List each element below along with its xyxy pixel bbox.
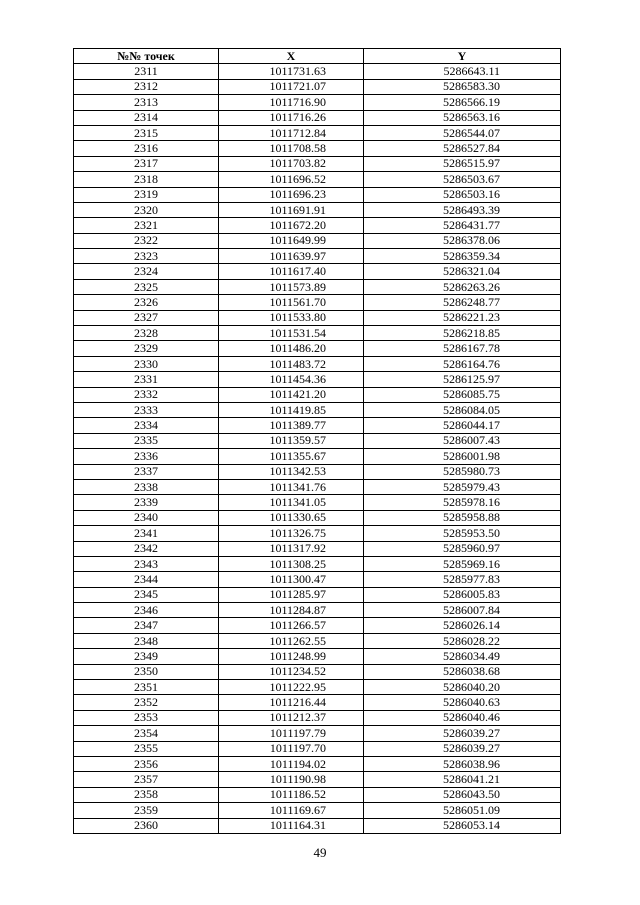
x-coordinate-cell: 1011359.57	[219, 433, 364, 448]
point-number-cell: 2313	[74, 95, 219, 110]
y-coordinate-cell: 5286493.39	[364, 202, 561, 217]
x-coordinate-cell: 1011708.58	[219, 141, 364, 156]
x-coordinate-cell: 1011421.20	[219, 387, 364, 402]
x-coordinate-cell: 1011454.36	[219, 372, 364, 387]
x-coordinate-cell: 1011169.67	[219, 803, 364, 818]
table-row	[74, 141, 561, 156]
table-row	[74, 449, 561, 464]
point-number-cell: 2354	[74, 726, 219, 741]
table-row	[74, 249, 561, 264]
y-coordinate-cell: 5286359.34	[364, 249, 561, 264]
y-coordinate-cell: 5286263.26	[364, 279, 561, 294]
table-row	[74, 372, 561, 387]
point-number-cell: 2338	[74, 479, 219, 494]
point-number-cell: 2350	[74, 664, 219, 679]
y-coordinate-cell: 5286431.77	[364, 218, 561, 233]
point-number-cell: 2327	[74, 310, 219, 325]
point-number-cell: 2342	[74, 541, 219, 556]
y-coordinate-cell: 5286043.50	[364, 787, 561, 802]
x-coordinate-cell: 1011703.82	[219, 156, 364, 171]
point-number-cell: 2326	[74, 295, 219, 310]
table-row	[74, 556, 561, 571]
table-row	[74, 495, 561, 510]
point-number-cell: 2325	[74, 279, 219, 294]
point-number-cell: 2348	[74, 633, 219, 648]
y-coordinate-cell: 5286040.46	[364, 710, 561, 725]
y-coordinate-cell: 5286321.04	[364, 264, 561, 279]
y-coordinate-cell: 5286167.78	[364, 341, 561, 356]
y-coordinate-cell: 5286001.98	[364, 449, 561, 464]
table-row	[74, 356, 561, 371]
table-row	[74, 664, 561, 679]
point-number-cell: 2335	[74, 433, 219, 448]
x-coordinate-cell: 1011317.92	[219, 541, 364, 556]
y-coordinate-cell: 5286583.30	[364, 79, 561, 94]
table-row	[74, 510, 561, 525]
table-row	[74, 726, 561, 741]
y-coordinate-cell: 5285969.16	[364, 556, 561, 571]
x-coordinate-cell: 1011721.07	[219, 79, 364, 94]
point-number-cell: 2334	[74, 418, 219, 433]
x-coordinate-cell: 1011300.47	[219, 572, 364, 587]
table-row	[74, 187, 561, 202]
point-number-cell: 2344	[74, 572, 219, 587]
table-row	[74, 633, 561, 648]
table-row	[74, 741, 561, 756]
header-point-number: №№ точек	[74, 49, 219, 64]
y-coordinate-cell: 5286378.06	[364, 233, 561, 248]
point-number-cell: 2315	[74, 125, 219, 140]
y-coordinate-cell: 5285953.50	[364, 526, 561, 541]
y-coordinate-cell: 5285977.83	[364, 572, 561, 587]
x-coordinate-cell: 1011284.87	[219, 603, 364, 618]
table-row	[74, 541, 561, 556]
y-coordinate-cell: 5285960.97	[364, 541, 561, 556]
x-coordinate-cell: 1011649.99	[219, 233, 364, 248]
point-number-cell: 2320	[74, 202, 219, 217]
y-coordinate-cell: 5286221.23	[364, 310, 561, 325]
point-number-cell: 2333	[74, 402, 219, 417]
table-row	[74, 310, 561, 325]
point-number-cell: 2358	[74, 787, 219, 802]
y-coordinate-cell: 5286503.67	[364, 172, 561, 187]
x-coordinate-cell: 1011234.52	[219, 664, 364, 679]
y-coordinate-cell: 5286248.77	[364, 295, 561, 310]
x-coordinate-cell: 1011285.97	[219, 587, 364, 602]
point-number-cell: 2316	[74, 141, 219, 156]
x-coordinate-cell: 1011341.76	[219, 479, 364, 494]
table-row	[74, 402, 561, 417]
table-row	[74, 772, 561, 787]
point-number-cell: 2317	[74, 156, 219, 171]
x-coordinate-cell: 1011573.89	[219, 279, 364, 294]
table-row	[74, 787, 561, 802]
point-number-cell: 2323	[74, 249, 219, 264]
x-coordinate-cell: 1011190.98	[219, 772, 364, 787]
y-coordinate-cell: 5286026.14	[364, 618, 561, 633]
y-coordinate-cell: 5286039.27	[364, 741, 561, 756]
x-coordinate-cell: 1011326.75	[219, 526, 364, 541]
x-coordinate-cell: 1011389.77	[219, 418, 364, 433]
x-coordinate-cell: 1011197.79	[219, 726, 364, 741]
table-row	[74, 418, 561, 433]
x-coordinate-cell: 1011691.91	[219, 202, 364, 217]
table-row	[74, 233, 561, 248]
table-row	[74, 110, 561, 125]
point-number-cell: 2339	[74, 495, 219, 510]
point-number-cell: 2318	[74, 172, 219, 187]
coordinates-table	[73, 48, 561, 834]
point-number-cell: 2346	[74, 603, 219, 618]
y-coordinate-cell: 5286040.20	[364, 680, 561, 695]
x-coordinate-cell: 1011262.55	[219, 633, 364, 648]
x-coordinate-cell: 1011696.23	[219, 187, 364, 202]
y-coordinate-cell: 5286544.07	[364, 125, 561, 140]
table-row	[74, 649, 561, 664]
table-row	[74, 756, 561, 771]
y-coordinate-cell: 5286051.09	[364, 803, 561, 818]
y-coordinate-cell: 5285958.88	[364, 510, 561, 525]
table-row	[74, 264, 561, 279]
x-coordinate-cell: 1011308.25	[219, 556, 364, 571]
point-number-cell: 2356	[74, 756, 219, 771]
table-row	[74, 218, 561, 233]
point-number-cell: 2347	[74, 618, 219, 633]
header-y: Y	[364, 49, 561, 64]
x-coordinate-cell: 1011355.67	[219, 449, 364, 464]
table-row	[74, 572, 561, 587]
table-row	[74, 526, 561, 541]
x-coordinate-cell: 1011716.26	[219, 110, 364, 125]
x-coordinate-cell: 1011194.02	[219, 756, 364, 771]
x-coordinate-cell: 1011716.90	[219, 95, 364, 110]
x-coordinate-cell: 1011341.05	[219, 495, 364, 510]
table-row	[74, 680, 561, 695]
header-x: X	[219, 49, 364, 64]
point-number-cell: 2345	[74, 587, 219, 602]
table-row	[74, 279, 561, 294]
point-number-cell: 2321	[74, 218, 219, 233]
table-row	[74, 818, 561, 833]
point-number-cell: 2329	[74, 341, 219, 356]
y-coordinate-cell: 5286038.68	[364, 664, 561, 679]
x-coordinate-cell: 1011216.44	[219, 695, 364, 710]
x-coordinate-cell: 1011164.31	[219, 818, 364, 833]
x-coordinate-cell: 1011696.52	[219, 172, 364, 187]
point-number-cell: 2357	[74, 772, 219, 787]
point-number-cell: 2312	[74, 79, 219, 94]
table-row	[74, 695, 561, 710]
point-number-cell: 2314	[74, 110, 219, 125]
x-coordinate-cell: 1011483.72	[219, 356, 364, 371]
table-row	[74, 156, 561, 171]
table-row	[74, 464, 561, 479]
x-coordinate-cell: 1011531.54	[219, 326, 364, 341]
point-number-cell: 2355	[74, 741, 219, 756]
y-coordinate-cell: 5286566.19	[364, 95, 561, 110]
point-number-cell: 2324	[74, 264, 219, 279]
table-row	[74, 172, 561, 187]
x-coordinate-cell: 1011197.70	[219, 741, 364, 756]
table-body	[74, 64, 561, 834]
table-row	[74, 710, 561, 725]
point-number-cell: 2331	[74, 372, 219, 387]
y-coordinate-cell: 5286005.83	[364, 587, 561, 602]
table-row	[74, 803, 561, 818]
table-row	[74, 479, 561, 494]
table-row	[74, 603, 561, 618]
point-number-cell: 2311	[74, 64, 219, 79]
x-coordinate-cell: 1011672.20	[219, 218, 364, 233]
x-coordinate-cell: 1011731.63	[219, 64, 364, 79]
point-number-cell: 2349	[74, 649, 219, 664]
point-number-cell: 2319	[74, 187, 219, 202]
point-number-cell: 2360	[74, 818, 219, 833]
y-coordinate-cell: 5286034.49	[364, 649, 561, 664]
header-row	[74, 49, 561, 64]
table-row	[74, 341, 561, 356]
point-number-cell: 2340	[74, 510, 219, 525]
x-coordinate-cell: 1011186.52	[219, 787, 364, 802]
point-number-cell: 2322	[74, 233, 219, 248]
point-number-cell: 2330	[74, 356, 219, 371]
table-row	[74, 587, 561, 602]
y-coordinate-cell: 5285980.73	[364, 464, 561, 479]
y-coordinate-cell: 5286527.84	[364, 141, 561, 156]
x-coordinate-cell: 1011222.95	[219, 680, 364, 695]
table-row	[74, 618, 561, 633]
table-row	[74, 326, 561, 341]
y-coordinate-cell: 5286164.76	[364, 356, 561, 371]
y-coordinate-cell: 5286125.97	[364, 372, 561, 387]
y-coordinate-cell: 5286503.16	[364, 187, 561, 202]
point-number-cell: 2337	[74, 464, 219, 479]
table-row	[74, 433, 561, 448]
point-number-cell: 2359	[74, 803, 219, 818]
table-row	[74, 125, 561, 140]
x-coordinate-cell: 1011248.99	[219, 649, 364, 664]
y-coordinate-cell: 5286038.96	[364, 756, 561, 771]
y-coordinate-cell: 5286007.84	[364, 603, 561, 618]
x-coordinate-cell: 1011712.84	[219, 125, 364, 140]
y-coordinate-cell: 5285979.43	[364, 479, 561, 494]
x-coordinate-cell: 1011266.57	[219, 618, 364, 633]
x-coordinate-cell: 1011533.80	[219, 310, 364, 325]
y-coordinate-cell: 5286563.16	[364, 110, 561, 125]
point-number-cell: 2353	[74, 710, 219, 725]
table-row	[74, 387, 561, 402]
y-coordinate-cell: 5286039.27	[364, 726, 561, 741]
y-coordinate-cell: 5286053.14	[364, 818, 561, 833]
y-coordinate-cell: 5286085.75	[364, 387, 561, 402]
x-coordinate-cell: 1011617.40	[219, 264, 364, 279]
x-coordinate-cell: 1011486.20	[219, 341, 364, 356]
y-coordinate-cell: 5286643.11	[364, 64, 561, 79]
y-coordinate-cell: 5286218.85	[364, 326, 561, 341]
table-row	[74, 295, 561, 310]
point-number-cell: 2352	[74, 695, 219, 710]
table-row	[74, 79, 561, 94]
point-number-cell: 2332	[74, 387, 219, 402]
table-header	[74, 49, 561, 64]
y-coordinate-cell: 5286028.22	[364, 633, 561, 648]
point-number-cell: 2328	[74, 326, 219, 341]
y-coordinate-cell: 5286515.97	[364, 156, 561, 171]
point-number-cell: 2351	[74, 680, 219, 695]
point-number-cell: 2343	[74, 556, 219, 571]
x-coordinate-cell: 1011330.65	[219, 510, 364, 525]
table-row	[74, 95, 561, 110]
table-row	[74, 202, 561, 217]
point-number-cell: 2341	[74, 526, 219, 541]
page-number: 49	[313, 845, 327, 860]
y-coordinate-cell: 5286044.17	[364, 418, 561, 433]
x-coordinate-cell: 1011212.37	[219, 710, 364, 725]
table-row	[74, 64, 561, 79]
x-coordinate-cell: 1011639.97	[219, 249, 364, 264]
x-coordinate-cell: 1011419.85	[219, 402, 364, 417]
y-coordinate-cell: 5285978.16	[364, 495, 561, 510]
y-coordinate-cell: 5286084.05	[364, 402, 561, 417]
y-coordinate-cell: 5286041.21	[364, 772, 561, 787]
y-coordinate-cell: 5286040.63	[364, 695, 561, 710]
x-coordinate-cell: 1011342.53	[219, 464, 364, 479]
x-coordinate-cell: 1011561.70	[219, 295, 364, 310]
y-coordinate-cell: 5286007.43	[364, 433, 561, 448]
point-number-cell: 2336	[74, 449, 219, 464]
